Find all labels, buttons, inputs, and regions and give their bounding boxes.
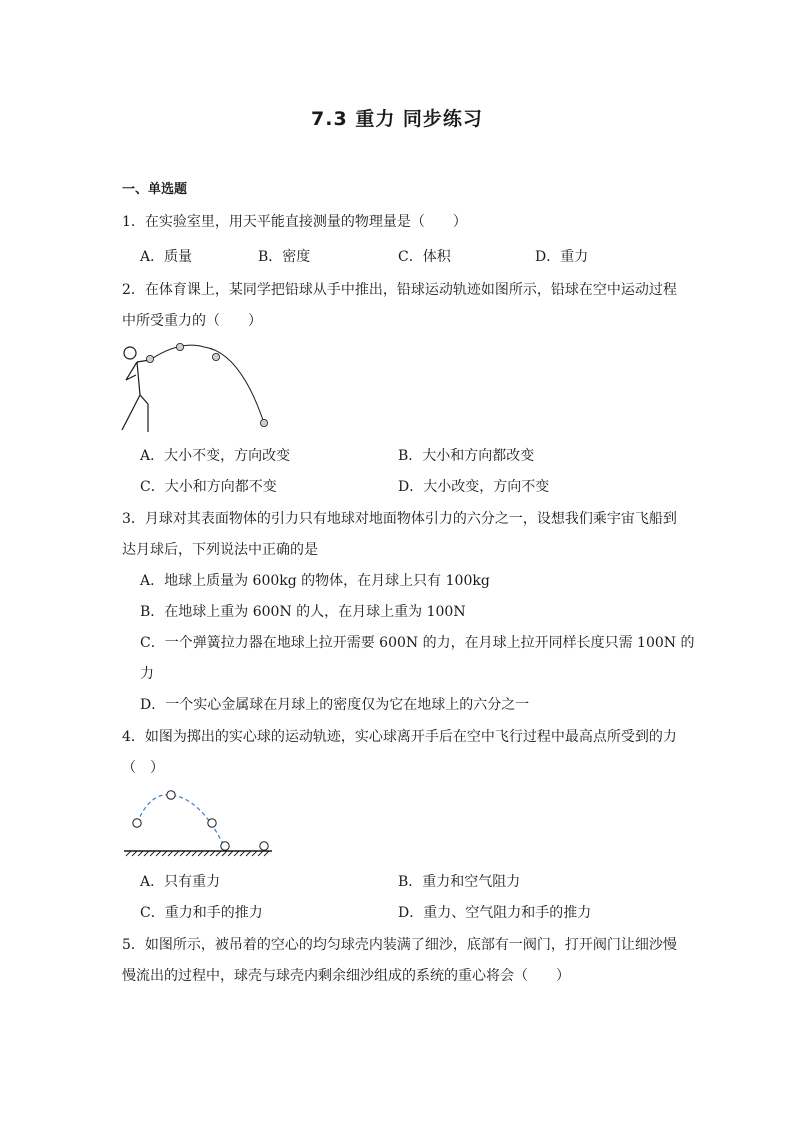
thrower-body [137, 362, 140, 395]
page-title: 7.3 重力 同步练习 [311, 108, 483, 130]
shot-put-path [150, 345, 264, 423]
q1-option-a[interactable]: A．质量 [140, 249, 193, 265]
q2-option-c[interactable]: C．大小和方向都不变 [140, 479, 277, 495]
q3-option-a[interactable]: A．地球上质量为 600kg 的物体，在月球上只有 100kg [140, 573, 490, 589]
q4-option-a[interactable]: A．只有重力 [140, 874, 221, 890]
shot-put-ball-2 [176, 343, 183, 350]
solid-ball-trajectory-figure [120, 788, 280, 860]
q3-option-b[interactable]: B．在地球上重为 600N 的人，在月球上重为 100N [140, 604, 466, 620]
ball-position-1 [133, 819, 141, 827]
thrower-figure [122, 347, 150, 432]
q4-option-d[interactable]: D．重力、空气阻力和手的推力 [398, 905, 592, 921]
q2-option-a[interactable]: A．大小不变，方向改变 [140, 448, 291, 464]
q3-option-c[interactable]: C．一个弹簧拉力器在地球上拉开需要 600N 的力，在月球上拉开同样长度只需 100N 的 [140, 635, 695, 651]
q1-option-c[interactable]: C．体积 [398, 249, 451, 265]
q3-option-d[interactable]: D．一个实心金属球在月球上的密度仅为它在地球上的六分之一 [140, 697, 530, 713]
thrower-right-thigh [140, 395, 148, 404]
question-2-text-line-2: 中所受重力的（ ） [122, 313, 262, 329]
q1-option-b[interactable]: B．密度 [258, 249, 311, 265]
ball-position-highest [167, 791, 175, 799]
thrower-left-leg [122, 395, 140, 430]
shot-put-trajectory-figure [118, 340, 278, 436]
shot-put-ball-1 [146, 355, 153, 362]
q1-option-d[interactable]: D．重力 [535, 249, 589, 265]
shot-put-ball-4 [260, 419, 267, 426]
ground-hatching [126, 851, 269, 856]
section-heading: 一、单选题 [122, 182, 188, 197]
question-4-text-line-1: 4．如图为掷出的实心球的运动轨迹，实心球离开手后在空中飞行过程中最高点所受到的力 [122, 729, 677, 745]
q3-option-c-continued: 力 [140, 666, 154, 682]
thrower-head [124, 347, 136, 359]
question-3-text-line-1: 3．月球对其表面物体的引力只有地球对地面物体引力的六分之一，设想我们乘宇宙飞船到 [122, 511, 677, 527]
question-5-text-line-2: 慢流出的过程中，球壳与球壳内剩余细沙组成的系统的重心将会（ ） [122, 968, 570, 984]
question-5-text-line-1: 5．如图所示，被吊着的空心的均匀球壳内装满了细沙，底部有一阀门，打开阀门让细沙慢 [122, 937, 677, 953]
ball-position-4 [221, 842, 229, 850]
q4-option-b[interactable]: B．重力和空气阻力 [398, 874, 521, 890]
q4-option-c[interactable]: C．重力和手的推力 [140, 905, 263, 921]
ball-position-5 [260, 842, 268, 850]
q2-option-b[interactable]: B．大小和方向都改变 [398, 448, 535, 464]
ball-position-3 [208, 819, 216, 827]
question-3-text-line-2: 达月球后，下列说法中正确的是 [122, 542, 318, 558]
shot-put-ball-3 [212, 353, 219, 360]
q2-option-d[interactable]: D．大小改变，方向不变 [398, 479, 550, 495]
question-4-text-line-2: （ ） [122, 760, 164, 776]
question-2-text-line-1: 2．在体育课上，某同学把铅球从手中推出，铅球运动轨迹如图所示，铅球在空中运动过程 [122, 282, 677, 298]
question-1-text: 1．在实验室里，用天平能直接测量的物理量是（ ） [122, 214, 467, 230]
